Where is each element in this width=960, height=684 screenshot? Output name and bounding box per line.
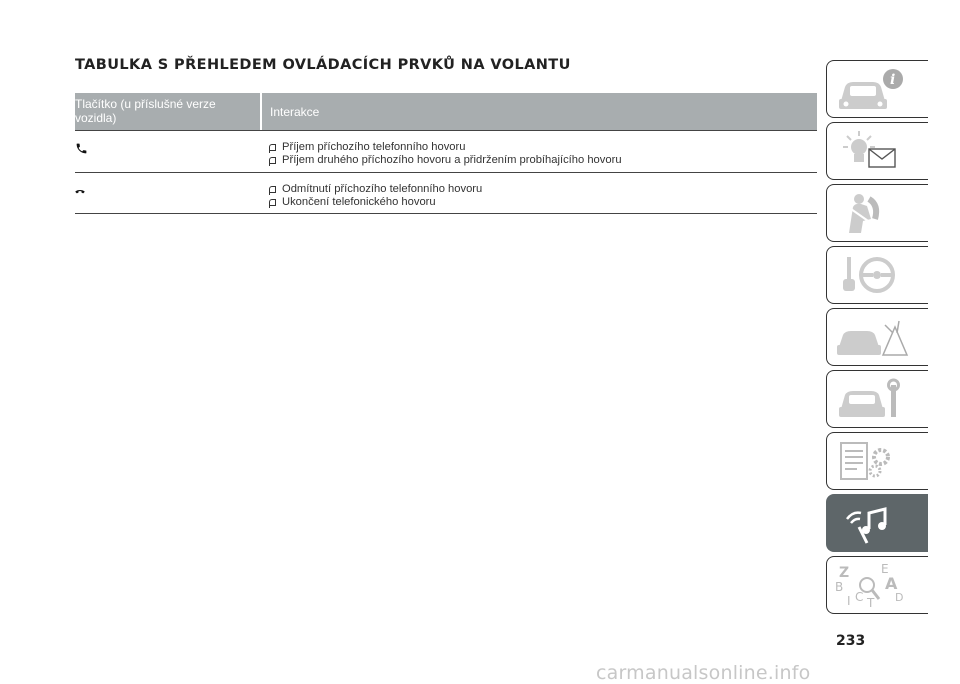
table-header bbox=[75, 93, 817, 131]
car-info-icon bbox=[833, 65, 923, 113]
tab-safety[interactable] bbox=[826, 184, 928, 242]
list-item: Ukončení telefonického hovoru bbox=[269, 195, 817, 208]
technical-data-icon bbox=[833, 437, 923, 485]
index-icon bbox=[833, 561, 923, 609]
tab-technical-data[interactable] bbox=[826, 432, 928, 490]
interaction-cell bbox=[260, 173, 817, 213]
page-number: 233 bbox=[836, 633, 866, 649]
tab-maintenance[interactable] bbox=[826, 370, 928, 428]
steering-controls-table bbox=[75, 93, 817, 214]
button-cell bbox=[75, 173, 260, 213]
list-item: Příjem příchozího telefonního hovoru bbox=[269, 140, 817, 153]
multimedia-icon bbox=[833, 499, 923, 547]
bullet-icon bbox=[269, 144, 276, 151]
header-button-line1: Tlačítko (u příslušné verze bbox=[75, 97, 216, 111]
table-row bbox=[75, 131, 817, 173]
tab-starting-driving[interactable] bbox=[826, 246, 928, 304]
starting-driving-icon bbox=[833, 251, 923, 299]
svg-text:C: C bbox=[855, 590, 864, 604]
tab-car-info[interactable] bbox=[826, 60, 928, 118]
table-row bbox=[75, 173, 817, 214]
svg-text:i: i bbox=[890, 72, 896, 88]
seat-safety-icon bbox=[833, 189, 923, 237]
phone-answer-icon bbox=[75, 142, 88, 155]
list-item: Odmítnutí příchozího telefonního hovoru bbox=[269, 182, 817, 195]
header-button-column bbox=[75, 93, 260, 130]
svg-text:Z: Z bbox=[839, 565, 850, 581]
svg-text:B: B bbox=[835, 580, 844, 594]
header-interaction-column: Interakce bbox=[260, 93, 817, 130]
bullet-icon bbox=[269, 157, 276, 164]
maintenance-icon bbox=[833, 375, 923, 423]
warning-lights-icon bbox=[833, 127, 923, 175]
interaction-cell bbox=[260, 131, 817, 172]
list-item: Příjem druhého příchozího hovoru a přidržením probíhajícího hovoru bbox=[269, 153, 817, 166]
phone-hangup-icon bbox=[75, 189, 85, 196]
watermark: carmanualsonline.info bbox=[596, 662, 811, 684]
tab-index[interactable] bbox=[826, 556, 928, 614]
tab-multimedia[interactable] bbox=[826, 494, 928, 552]
svg-text:A: A bbox=[885, 574, 898, 593]
svg-text:I: I bbox=[847, 594, 851, 608]
bullet-icon bbox=[269, 186, 276, 193]
svg-text:T: T bbox=[867, 596, 875, 609]
bullet-icon bbox=[269, 199, 276, 206]
tab-emergency[interactable] bbox=[826, 308, 928, 366]
header-button-line2: vozidla) bbox=[75, 111, 117, 125]
page-title: TABULKA S PŘEHLEDEM OVLÁDACÍCH PRVKŮ NA VOLANTU bbox=[75, 57, 571, 73]
tab-warning-lights[interactable] bbox=[826, 122, 928, 180]
button-cell bbox=[75, 131, 260, 172]
svg-text:E: E bbox=[881, 562, 889, 576]
svg-text:D: D bbox=[895, 591, 904, 604]
emergency-icon bbox=[833, 313, 923, 361]
